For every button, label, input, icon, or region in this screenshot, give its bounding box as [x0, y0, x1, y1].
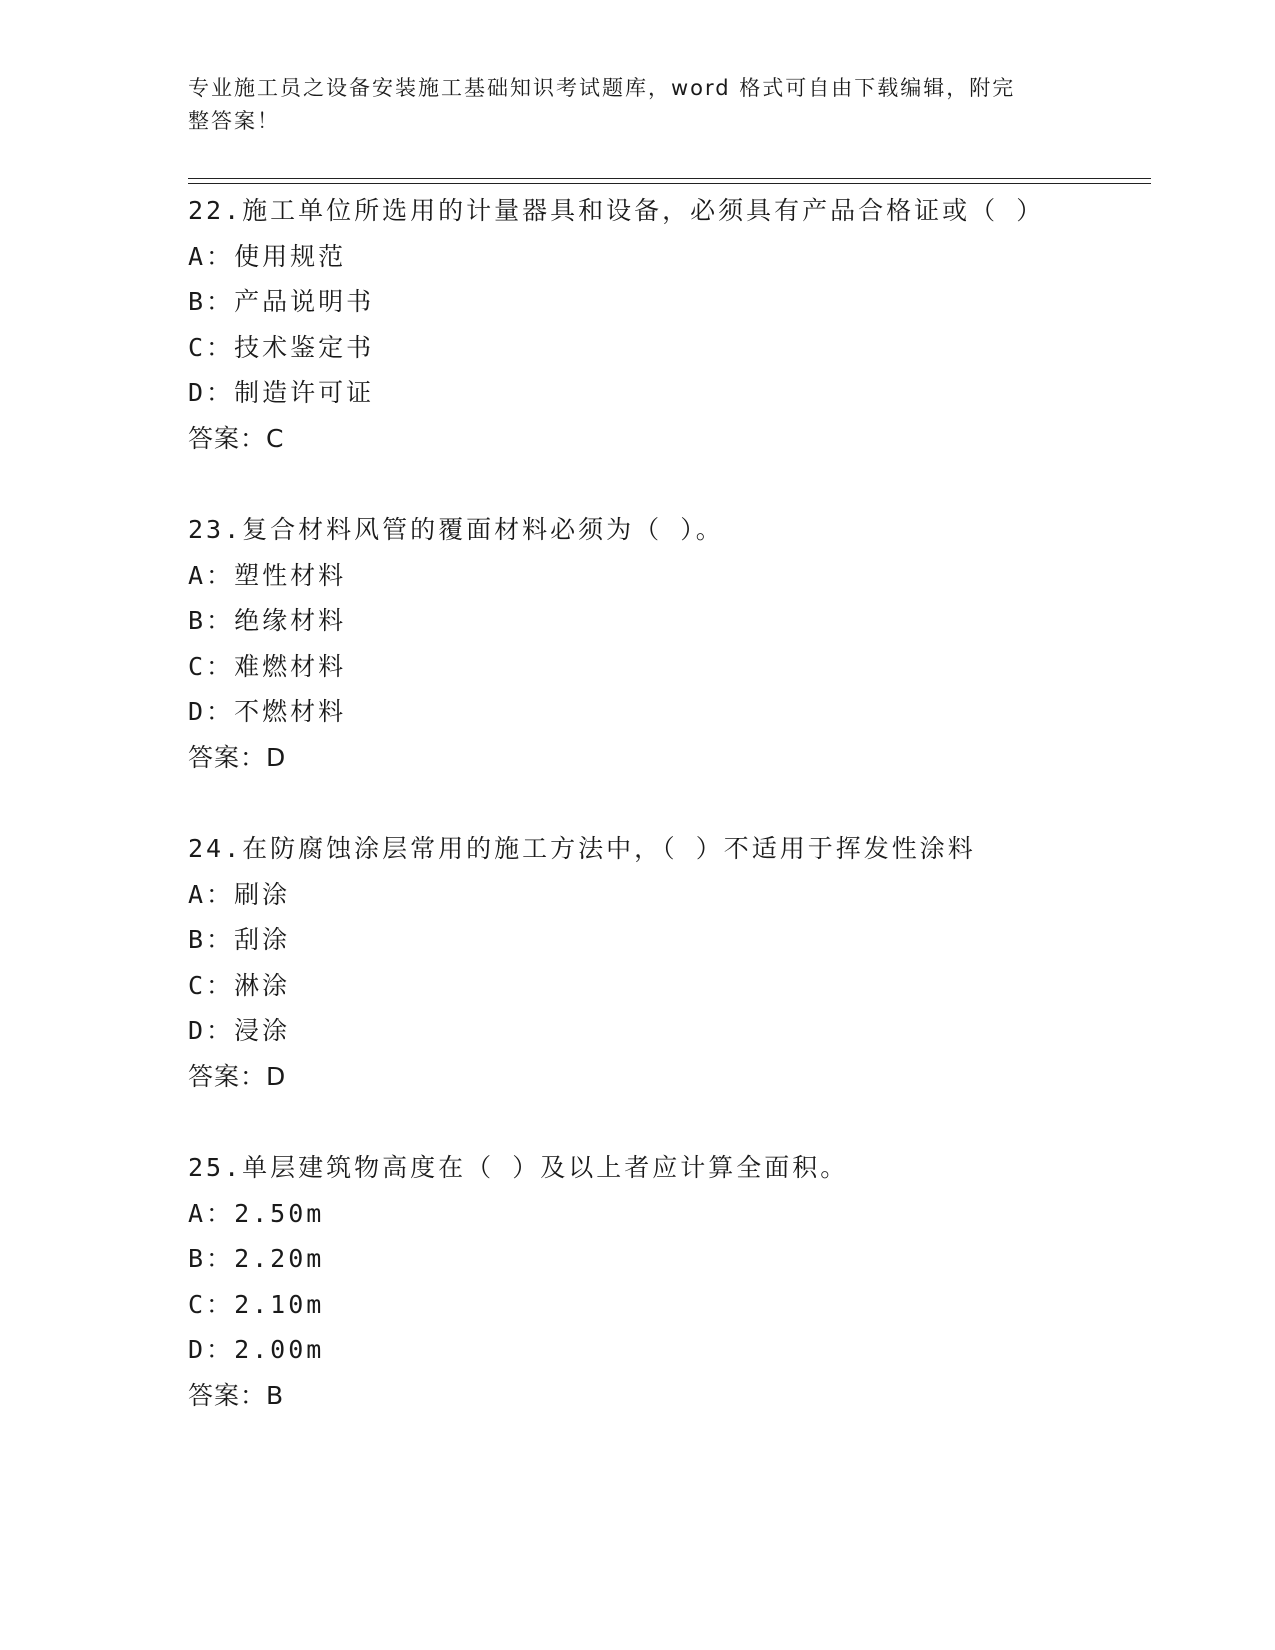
- question-text: 单层建筑物高度在（ ）及以上者应计算全面积。: [242, 1153, 849, 1182]
- option-letter: C：: [188, 1289, 235, 1319]
- option-a: [188, 1191, 1148, 1237]
- option-a: [188, 872, 1148, 918]
- question-22: [188, 188, 1148, 461]
- option-d: [188, 370, 1148, 416]
- option-text: 2.00m: [234, 1335, 325, 1364]
- option-letter: D：: [188, 1016, 235, 1045]
- option-text: 2.20m: [234, 1244, 325, 1273]
- question-text: 施工单位所选用的计量器具和设备，必须具有产品合格证或（ ）: [242, 196, 1045, 225]
- answer-line: 答案：D: [188, 1061, 287, 1091]
- option-text: 技术鉴定书: [234, 332, 375, 362]
- option-letter: A：: [188, 241, 235, 271]
- question-number: 22.: [188, 196, 243, 225]
- option-letter: A：: [188, 560, 235, 590]
- option-text: 刷涂: [234, 879, 291, 909]
- option-c: [188, 1282, 1148, 1328]
- option-letter: D：: [188, 697, 235, 726]
- option-letter: A：: [188, 1198, 235, 1228]
- question-list: [188, 188, 1148, 1418]
- question-23: [188, 507, 1148, 780]
- option-text: 难燃材料: [234, 651, 347, 681]
- question-number: 23.: [188, 515, 243, 544]
- option-letter: A：: [188, 879, 235, 909]
- option-letter: B：: [188, 1244, 235, 1273]
- option-text: 产品说明书: [234, 287, 375, 316]
- option-d: [188, 689, 1148, 735]
- header-line-1: 专业施工员之设备安装施工基础知识考试题库，word 格式可自由下载编辑，附完: [188, 76, 1016, 100]
- option-b: [188, 279, 1148, 325]
- question-text: 在防腐蚀涂层常用的施工方法中，（ ）不适用于挥发性涂料: [242, 834, 976, 863]
- option-letter: D：: [188, 378, 235, 407]
- option-text: 塑性材料: [234, 560, 347, 590]
- option-b: [188, 917, 1148, 963]
- question-25: [188, 1145, 1148, 1418]
- option-d: [188, 1008, 1148, 1054]
- question-number: 24.: [188, 834, 243, 863]
- option-text: 淋涂: [234, 970, 291, 1000]
- question-24: [188, 826, 1148, 1099]
- option-a: [188, 234, 1148, 280]
- option-letter: C：: [188, 970, 235, 1000]
- document-header: [188, 72, 1068, 138]
- answer-line: 答案：B: [188, 1380, 285, 1410]
- header-line-2: 整答案！: [188, 109, 280, 133]
- option-text: 不燃材料: [234, 697, 347, 726]
- option-letter: B：: [188, 925, 235, 954]
- option-c: [188, 644, 1148, 690]
- option-c: [188, 325, 1148, 371]
- option-text: 制造许可证: [234, 378, 375, 407]
- option-text: 使用规范: [234, 241, 347, 271]
- question-stem: [188, 826, 1148, 872]
- option-text: 2.10m: [234, 1289, 325, 1319]
- option-c: [188, 963, 1148, 1009]
- question-stem: [188, 1145, 1148, 1191]
- option-letter: C：: [188, 651, 235, 681]
- question-stem: [188, 507, 1148, 553]
- option-letter: C：: [188, 332, 235, 362]
- option-text: 2.50m: [234, 1198, 325, 1228]
- option-text: 浸涂: [234, 1016, 291, 1045]
- option-letter: B：: [188, 287, 235, 316]
- question-stem: [188, 188, 1148, 234]
- option-letter: D：: [188, 1335, 235, 1364]
- option-text: 刮涂: [234, 925, 291, 954]
- option-d: [188, 1327, 1148, 1373]
- question-number: 25.: [188, 1153, 243, 1182]
- option-b: [188, 1236, 1148, 1282]
- option-letter: B：: [188, 606, 235, 635]
- question-text: 复合材料风管的覆面材料必须为（ ）。: [242, 515, 724, 544]
- answer-line: 答案：C: [188, 423, 285, 453]
- option-text: 绝缘材料: [234, 606, 347, 635]
- header-rule-top: [188, 178, 1151, 179]
- option-b: [188, 598, 1148, 644]
- header-rule-bottom: [188, 183, 1151, 184]
- answer-line: 答案：D: [188, 742, 287, 772]
- option-a: [188, 553, 1148, 599]
